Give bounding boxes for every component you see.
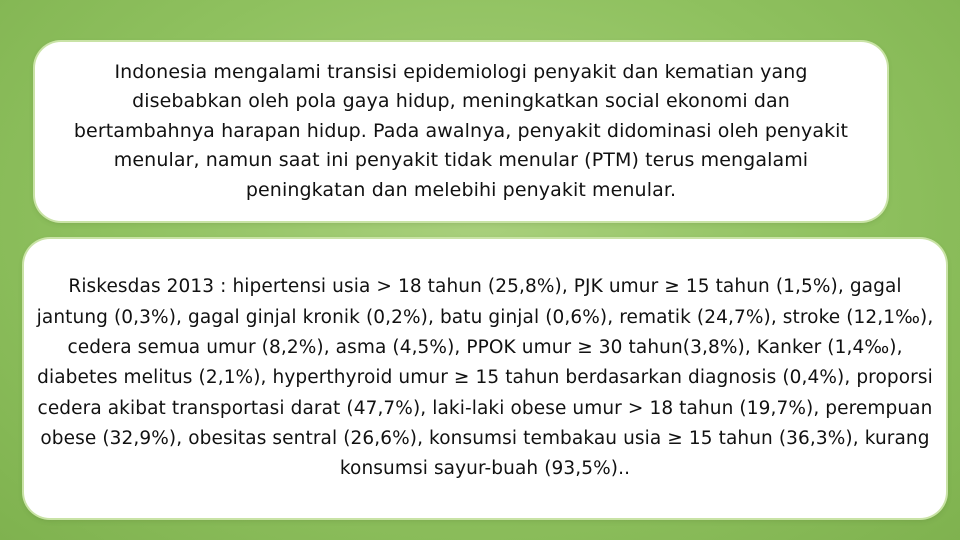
intro-text-box bbox=[35, 42, 887, 221]
intro-paragraph: Indonesia mengalami transisi epidemiologi penyakit dan kematian yang disebabkan oleh pola gaya hidup, meningkatkan social ekonomi dan bertambahnya harapan hidup. Pada awalnya, penyakit didominasi oleh penyakit menular, namun saat ini penyakit tidak menular (PTM) terus mengalami peningkatan dan melebihi penyakit menular. bbox=[73, 60, 849, 201]
riskesdas-paragraph: Riskesdas 2013 : hipertensi usia > 18 tahun (25,8%), PJK umur ≥ 15 tahun (1,5%), gagal jantung (0,3%), gagal ginjal kronik (0,2%), batu ginjal (0,6%), rematik (24,7%), stroke (12,1‰), cedera semua umur (8,2%), asma (4,5%), PPOK umur ≥ 30 tahun(3,8%), Kanker (1,4‰), diabetes melitus (2,1%), hyperthyroid umur ≥ 15 tahun berdasarkan diagnosis (0,4%), proporsi cedera akibat transportasi darat (47,7%), laki-laki obese umur > 18 tahun (19,7%), perempuan obese (32,9%), obesitas sentral (26,6%), konsumsi tembakau usia ≥ 15 tahun (36,3%), kurang konsumsi sayur-buah (93,5%).. bbox=[36, 276, 934, 480]
riskesdas-text-box bbox=[24, 239, 946, 518]
